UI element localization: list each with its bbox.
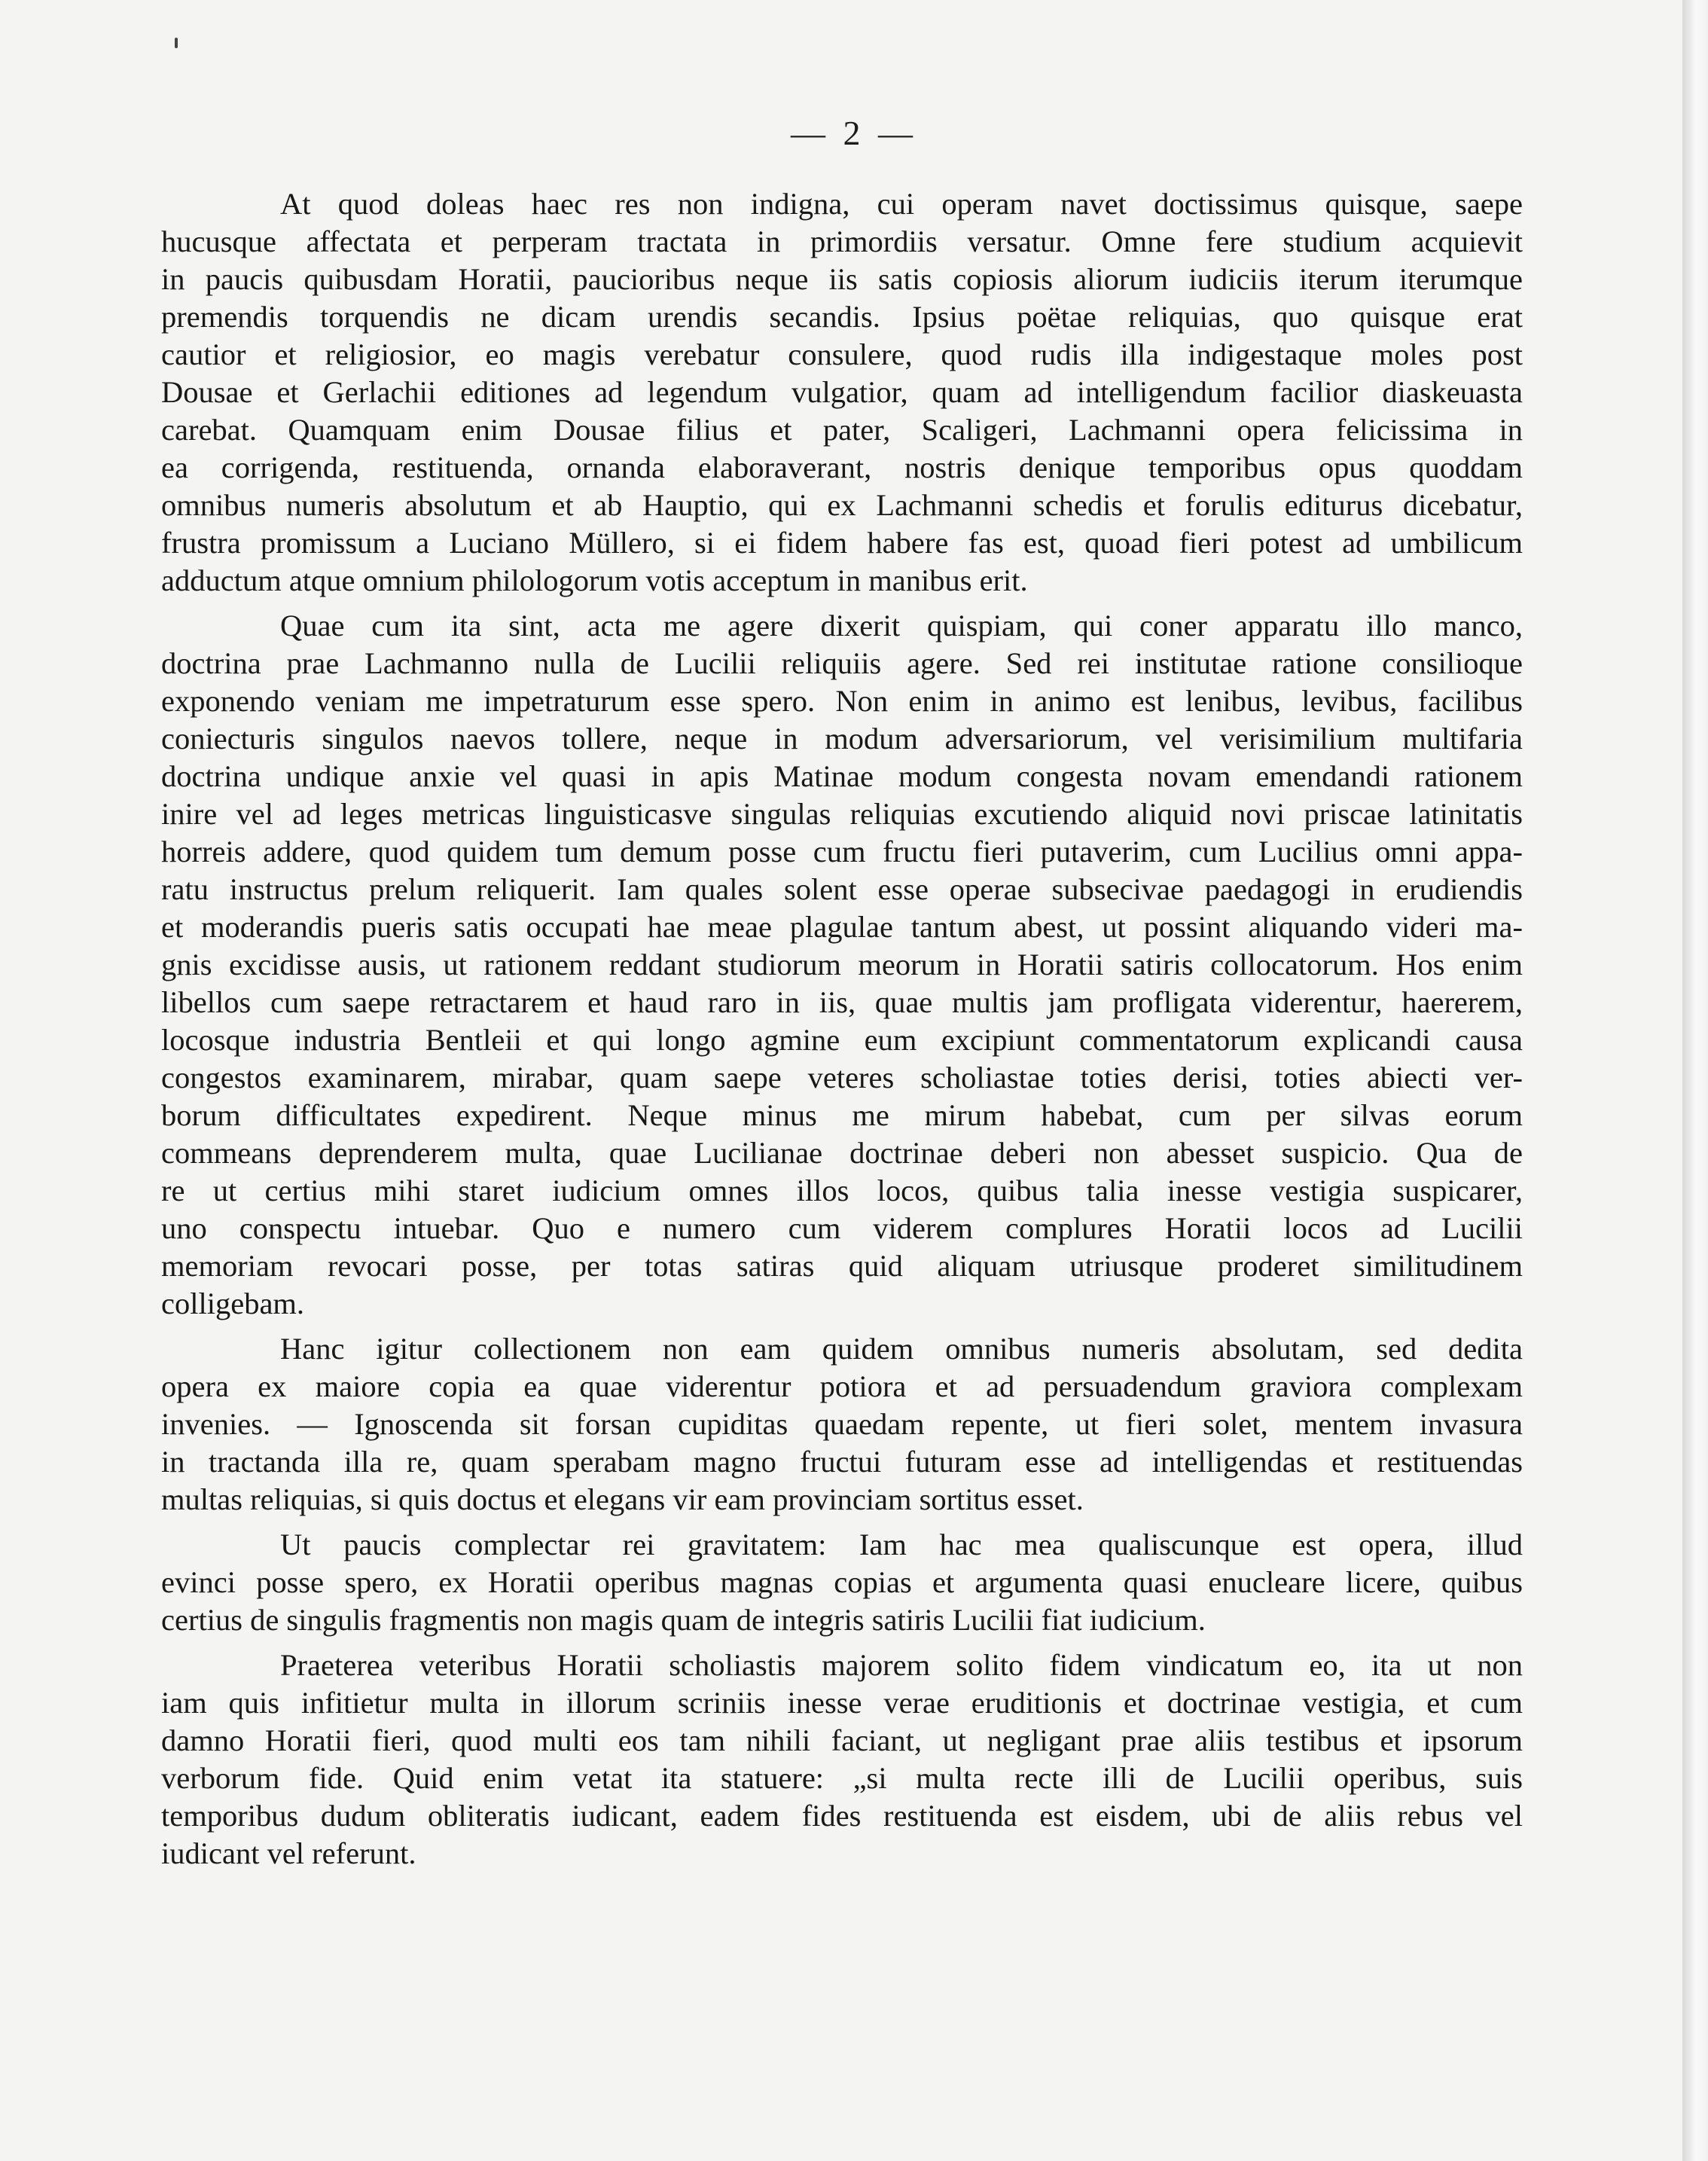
text-line: congestos examinarem, mirabar, quam saepe veteres scholiastae toties derisi, toties abiecti ver- [161,1061,1523,1094]
paragraph [161,607,1523,1323]
text-line: certius de singulis fragmentis non magis quam de integris satiris Lucilii fiat iudicium. [161,1603,1206,1637]
paragraph [161,1526,1523,1639]
text-line: Praeterea veteribus Horatii scholiastis majorem solito fidem vindicatum eo, ita ut non [280,1648,1523,1682]
text-line: horreis addere, quod quidem tum demum posse cum fructu fieri putaverim, cum Lucilius omni appa- [161,835,1523,868]
text-line: ratu instructus prelum reliquerit. Iam quales solent esse operae subsecivae paedagogi in erudiendis [161,872,1523,906]
paragraph-gap [161,1323,1523,1330]
text-line: carebat. Quamquam enim Dousae filius et pater, Scaligeri, Lachmanni opera felicissima in [161,413,1523,447]
paragraph [161,185,1523,600]
ink-speck [175,38,178,48]
text-line: re ut certius mihi staret iudicium omnes illos locos, quibus talia inesse vestigia suspicarer, [161,1174,1523,1207]
text-line: cautior et religiosior, eo magis verebatur consulere, quod rudis illa indigestaque moles post [161,337,1523,371]
text-line: hucusque affectata et perperam tractata in primordiis versatur. Omne fere studium acquievit [161,224,1523,258]
text-line: inire vel ad leges metricas linguisticasve singulas reliquias excutiendo aliquid novi priscae latinitatis [161,797,1523,831]
page-number: — 2 — [791,114,917,152]
text-line: adductum atque omnium philologorum votis acceptum in manibus erit. [161,563,1028,597]
text-line: multas reliquias, si quis doctus et elegans vir eam provinciam sortitus esset. [161,1482,1084,1516]
text-line: borum difficultates expedirent. Neque minus me mirum habebat, cum per silvas eorum [161,1098,1523,1132]
text-line: frustra promissum a Luciano Müllero, si ei fidem habere fas est, quoad fieri potest ad umbilicum [161,526,1523,560]
text-line: invenies. — Ignoscenda sit forsan cupiditas quaedam repente, ut fieri solet, mentem invasura [161,1407,1523,1441]
text-line: iam quis infitietur multa in illorum scriniis inesse verae eruditionis et doctrinae vestigia, et cum [161,1686,1523,1720]
text-line: Dousae et Gerlachii editiones ad legendum vulgatior, quam ad intelligendum facilior diaskeuasta [161,375,1523,409]
text-line: in paucis quibusdam Horatii, paucioribus neque iis satis copiosis aliorum iudiciis iterum iterumque [161,262,1523,296]
text-line: Hanc igitur collectionem non eam quidem omnibus numeris absolutam, sed dedita [280,1332,1523,1366]
text-line: libellos cum saepe retractarem et haud raro in iis, quae multis jam profligata viderentur, haererem, [161,985,1523,1019]
paragraph [161,1330,1523,1518]
text-line: temporibus dudum obliteratis iudicant, eadem fides restituenda est eisdem, ubi de aliis rebus vel [161,1799,1523,1833]
text-line: gnis excidisse ausis, ut rationem reddant studiorum meorum in Horatii satiris collocatorum. Hos enim [161,948,1523,981]
text-line: coniecturis singulos naevos tollere, neque in modum adversariorum, vel verisimilium multifaria [161,722,1523,755]
paragraph-gap [161,1639,1523,1647]
text-line: verborum fide. Quid enim vetat ita statuere: „si multa recte illi de Lucilii operibus, suis [161,1761,1523,1795]
text-line: locosque industria Bentleii et qui longo agmine eum excipiunt commentatorum explicandi causa [161,1023,1523,1057]
text-line: doctrina prae Lachmanno nulla de Lucilii reliquiis agere. Sed rei institutae ratione consilioque [161,646,1523,680]
text-line: evinci posse spero, ex Horatii operibus magnas copias et argumenta quasi enucleare licere, quibus [161,1565,1523,1599]
text-line: Quae cum ita sint, acta me agere dixerit quispiam, qui coner apparatu illo manco, [280,609,1523,643]
text-line: memoriam revocari posse, per totas satiras quid aliquam utriusque proderet similitudinem [161,1249,1523,1283]
body-text [161,185,1523,1873]
text-line: omnibus numeris absolutum et ab Hauptio, qui ex Lachmanni schedis et forulis editurus dicebatur, [161,488,1523,522]
text-line: Ut paucis complectar rei gravitatem: Iam hac mea qualiscunque est opera, illud [280,1528,1523,1561]
text-line: opera ex maiore copia ea quae viderentur potiora et ad persuadendum graviora complexam [161,1369,1523,1403]
text-line: At quod doleas haec res non indigna, cui operam navet doctissimus quisque, saepe [280,187,1523,221]
text-line: uno conspectu intuebar. Quo e numero cum viderem complures Horatii locos ad Lucilii [161,1211,1523,1245]
paragraph-gap [161,1518,1523,1526]
paragraph [161,1647,1523,1873]
text-line: in tractanda illa re, quam sperabam magno fructui futuram esse ad intelligendas et restituendas [161,1445,1523,1479]
text-line: damno Horatii fieri, quod multi eos tam nihili faciant, ut negligant prae aliis testibus et ipsorum [161,1723,1523,1757]
text-line: ea corrigenda, restituenda, ornanda elaboraverant, nostris denique temporibus opus quoddam [161,450,1523,484]
text-line: premendis torquendis ne dicam urendis secandis. Ipsius poëtae reliquias, quo quisque erat [161,300,1523,334]
text-line: doctrina undique anxie vel quasi in apis Matinae modum congesta novam emendandi rationem [161,759,1523,793]
text-line: et moderandis pueris satis occupati hae meae plagulae tantum abest, ut possint aliquando videri ma- [161,910,1523,944]
text-line: commeans deprenderem multa, quae Lucilianae doctrinae deberi non abesset suspicio. Qua de [161,1136,1523,1170]
text-line: iudicant vel referunt. [161,1836,416,1870]
text-line: exponendo veniam me impetraturum esse spero. Non enim in animo est lenibus, levibus, facilibus [161,684,1523,718]
page-edge-shadow [1682,0,1708,2161]
text-line: colligebam. [161,1287,305,1320]
paragraph-gap [161,600,1523,607]
